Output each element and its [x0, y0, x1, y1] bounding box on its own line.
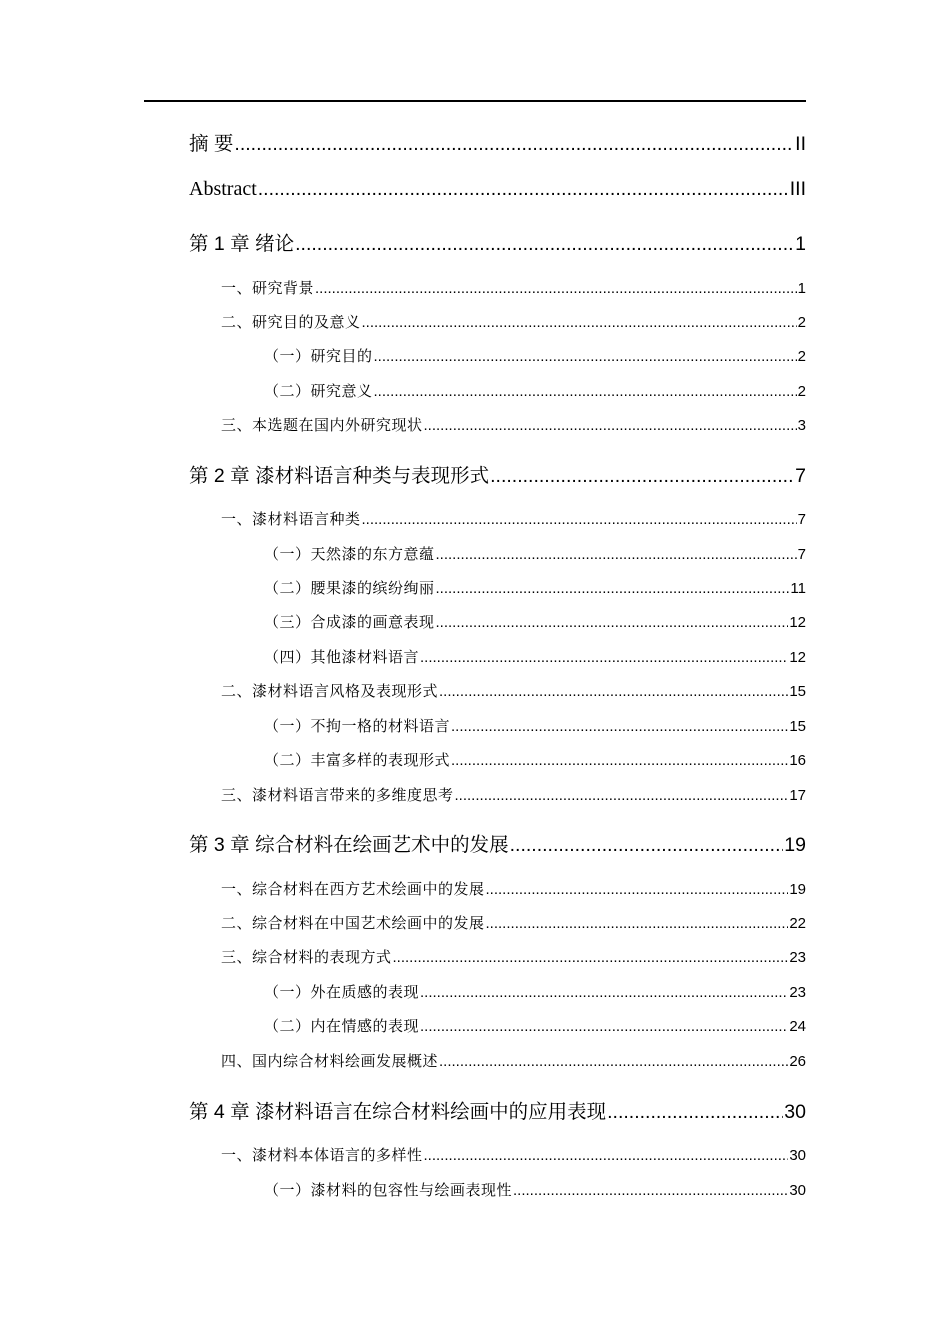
toc-entry-subsection[interactable]: [264, 345, 806, 367]
toc-page-number: 19: [789, 881, 806, 898]
toc-entry-section[interactable]: [221, 277, 806, 299]
toc-entry-title: （三）合成漆的画意表现: [264, 613, 435, 631]
toc-entry-chapter-1[interactable]: [189, 228, 806, 256]
toc-dot-leader: [374, 348, 797, 365]
toc-page-number: 2: [797, 314, 806, 331]
toc-entry-subsection[interactable]: [264, 646, 806, 668]
toc-page-number: 23: [789, 984, 806, 1001]
toc-dot-leader: [510, 834, 784, 857]
toc-entry-title: 第 2 章 漆材料语言种类与表现形式: [189, 465, 490, 487]
toc-page-number: III: [789, 178, 806, 200]
toc-entry-title: （一）不拘一格的材料语言: [264, 717, 451, 735]
toc-entry-section[interactable]: [221, 1050, 806, 1072]
toc-dot-leader: [436, 580, 790, 597]
toc-page-number: 2: [797, 383, 806, 400]
toc-page-number: 30: [789, 1182, 806, 1199]
toc-entry-title: 摘 要: [189, 133, 234, 155]
toc-dot-leader: [513, 1182, 788, 1199]
toc-dot-leader: [490, 465, 794, 488]
toc-dot-leader: [436, 614, 789, 631]
toc-dot-leader: [424, 417, 797, 434]
toc-page-number: II: [795, 133, 806, 155]
toc-entry-subsection[interactable]: [264, 543, 806, 565]
toc-page-number: 7: [797, 511, 806, 528]
toc-entry-title: （一）外在质感的表现: [264, 983, 420, 1001]
toc-page-number: 11: [790, 580, 806, 597]
toc-entry-chapter-2[interactable]: [189, 460, 806, 488]
toc-entry-title: （一）研究目的: [264, 347, 373, 365]
toc-page-number: 19: [784, 834, 806, 856]
toc-page-number: 7: [797, 546, 806, 563]
toc-entry-subsection[interactable]: [264, 1179, 806, 1201]
toc-dot-leader: [420, 984, 788, 1001]
toc-page-number: 2: [797, 348, 806, 365]
toc-entry-section[interactable]: [221, 878, 806, 900]
toc-entry-subsection[interactable]: [264, 981, 806, 1003]
toc-entry-section[interactable]: [221, 946, 806, 968]
toc-dot-leader: [315, 280, 797, 297]
toc-entry-title: 二、研究目的及意义: [221, 313, 361, 331]
toc-entry-subsection[interactable]: [264, 577, 806, 599]
toc-page-number: 16: [789, 752, 806, 769]
toc-page-number: 26: [789, 1053, 806, 1070]
toc-dot-leader: [424, 1147, 789, 1164]
toc-entry-title: （四）其他漆材料语言: [264, 648, 420, 666]
toc-entry-title: （二）腰果漆的缤纷绚丽: [264, 579, 435, 597]
toc-entry-subsection[interactable]: [264, 611, 806, 633]
toc-dot-leader: [362, 511, 797, 528]
toc-dot-leader: [486, 915, 789, 932]
toc-dot-leader: [451, 752, 788, 769]
toc-entry-title: （一）天然漆的东方意蕴: [264, 545, 435, 563]
toc-dot-leader: [486, 881, 789, 898]
toc-dot-leader: [374, 383, 797, 400]
toc-page-number: 12: [789, 649, 806, 666]
toc-entry-section[interactable]: [221, 784, 806, 806]
toc-entry-title: （二）内在情感的表现: [264, 1017, 420, 1035]
toc-dot-leader: [420, 1018, 788, 1035]
toc-page-number: 22: [789, 915, 806, 932]
toc-entry-chapter-3[interactable]: [189, 829, 806, 857]
toc-entry-title: 一、研究背景: [221, 279, 315, 297]
toc-dot-leader: [295, 233, 794, 256]
toc-page-number: 30: [784, 1101, 806, 1123]
toc-dot-leader: [234, 133, 794, 156]
toc-page-number: 3: [797, 417, 806, 434]
toc-entry-title: （一）漆材料的包容性与绘画表现性: [264, 1181, 513, 1199]
toc-entry-title: 第 1 章 绪论: [189, 233, 295, 255]
toc-entry-subsection[interactable]: [264, 1015, 806, 1037]
toc-dot-leader: [393, 949, 789, 966]
toc-entry-title: 二、漆材料语言风格及表现形式: [221, 682, 439, 700]
toc-dot-leader: [258, 178, 789, 201]
header-rule: [144, 100, 806, 102]
toc-entry-subsection[interactable]: [264, 749, 806, 771]
toc-entry-title: 三、综合材料的表现方式: [221, 948, 392, 966]
toc-entry-title: 二、综合材料在中国艺术绘画中的发展: [221, 914, 485, 932]
toc-page-number: 24: [789, 1018, 806, 1035]
toc-page-number: 12: [789, 614, 806, 631]
toc-entry-section[interactable]: [221, 1144, 806, 1166]
toc-entry-section[interactable]: [221, 414, 806, 436]
toc-page-number: 17: [789, 787, 806, 804]
toc-entry-title: 三、本选题在国内外研究现状: [221, 416, 423, 434]
toc-entry-title: （二）研究意义: [264, 382, 373, 400]
toc-entry-chapter-4[interactable]: [189, 1096, 806, 1124]
toc-entry-title: 一、漆材料本体语言的多样性: [221, 1146, 423, 1164]
toc-entry-title: 第 3 章 综合材料在绘画艺术中的发展: [189, 834, 509, 856]
toc-entry-title: 三、漆材料语言带来的多维度思考: [221, 786, 454, 804]
toc-entry-section[interactable]: [221, 311, 806, 333]
toc-dot-leader: [420, 649, 788, 666]
toc-entry-section[interactable]: [221, 508, 806, 530]
toc-entry-subsection[interactable]: [264, 715, 806, 737]
toc-dot-leader: [439, 1053, 788, 1070]
toc-page-number: 15: [789, 683, 806, 700]
toc-page-number: 7: [795, 465, 806, 487]
toc-dot-leader: [455, 787, 789, 804]
toc-entry-title: 一、漆材料语言种类: [221, 510, 361, 528]
toc-entry-title: 四、国内综合材料绘画发展概述: [221, 1052, 439, 1070]
toc-entry-abstract-en[interactable]: [189, 178, 806, 206]
toc-entry-title: Abstract: [189, 178, 257, 200]
toc-dot-leader: [436, 546, 797, 563]
toc-dot-leader: [439, 683, 788, 700]
toc-entry-title: 一、综合材料在西方艺术绘画中的发展: [221, 880, 485, 898]
toc-dot-leader: [362, 314, 797, 331]
toc-dot-leader: [451, 718, 788, 735]
toc-page-number: 1: [797, 280, 806, 297]
toc-page-number: 1: [795, 233, 806, 255]
toc-entry-section[interactable]: [221, 680, 806, 702]
toc-entry-title: （二）丰富多样的表现形式: [264, 751, 451, 769]
toc-page-number: 15: [789, 718, 806, 735]
toc-entry-subsection[interactable]: [264, 380, 806, 402]
toc-entry-abstract-cn[interactable]: [189, 128, 806, 156]
toc-page-number: 30: [789, 1147, 806, 1164]
toc-dot-leader: [607, 1101, 783, 1124]
toc-entry-title: 第 4 章 漆材料语言在综合材料绘画中的应用表现: [189, 1101, 607, 1123]
toc-page-number: 23: [789, 949, 806, 966]
toc-entry-section[interactable]: [221, 912, 806, 934]
